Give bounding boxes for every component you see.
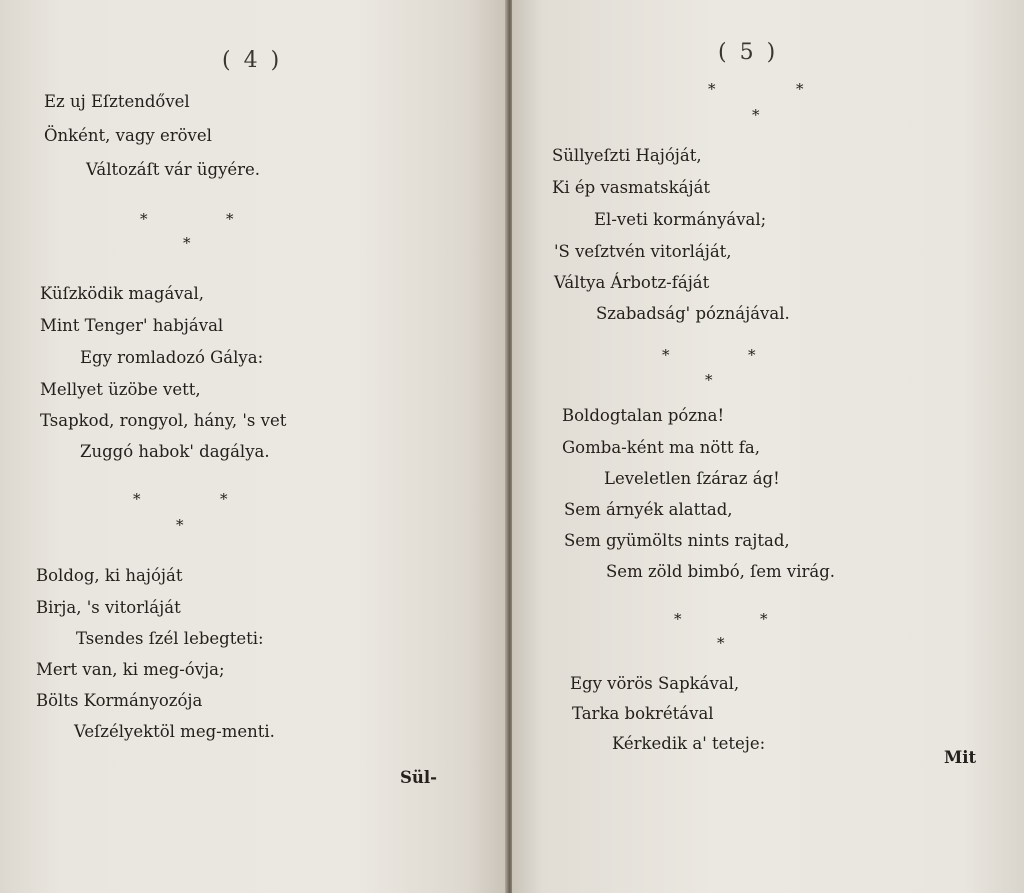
ornament-star: * [752, 106, 760, 124]
ornament-star: * [133, 490, 141, 508]
verse-line: Bölts Kormányozója [36, 691, 203, 710]
catchword: Sül- [400, 768, 438, 787]
verse-line: Önként, vagy erövel [44, 126, 212, 145]
ornament-star: * [717, 634, 725, 652]
verse-line: Veſzélyektöl meg-menti. [74, 722, 275, 741]
verse-line: Változáſt vár ügyére. [86, 160, 261, 179]
catchword: Mit [944, 748, 977, 767]
ornament-star: * [183, 234, 191, 252]
verse-line: Tsendes ſzél lebegteti: [76, 629, 264, 648]
page-number: ( 5 ) [718, 40, 779, 65]
verse-line: Küſzködik magával, [40, 284, 204, 303]
verse-line: Mint Tenger' habjával [40, 316, 224, 335]
verse-line: Leveletlen ſzáraz ág! [604, 469, 780, 488]
verse-line: Sem gyümölts nints rajtad, [564, 531, 790, 550]
verse-line: Gomba-ként ma nött fa, [562, 438, 760, 457]
ornament-star: * [796, 80, 804, 98]
ornament-star: * [220, 490, 228, 508]
verse-line: Sem árnyék alattad, [564, 500, 733, 519]
verse-line: Szabadság' póznájával. [596, 304, 790, 323]
ornament-star: * [662, 346, 670, 364]
verse-line: Boldogtalan pózna! [562, 406, 725, 425]
verse-line: Egy vörös Sapkával, [570, 674, 740, 693]
verse-line: Tsapkod, rongyol, hány, 's vet [40, 411, 287, 430]
verse-line: Mellyet üzöbe vett, [40, 380, 201, 399]
right-page [512, 0, 1024, 893]
verse-line: Mert van, ki meg-óvja; [36, 660, 225, 679]
verse-line: Tarka bokrétával [572, 704, 714, 723]
ornament-star: * [708, 80, 716, 98]
verse-line: El-veti kormányával; [594, 210, 767, 229]
ornament-star: * [226, 210, 234, 228]
ornament-star: * [674, 610, 682, 628]
verse-line: Váltya Árbotz-fáját [554, 273, 710, 292]
verse-line: Egy romladozó Gálya: [80, 348, 264, 367]
verse-line: Sem zöld bimbó, ſem virág. [606, 562, 836, 581]
verse-line: Birja, 's vitorláját [36, 598, 181, 617]
ornament-star: * [705, 371, 713, 389]
verse-line: Kérkedik a' teteje: [612, 734, 766, 753]
page-number: ( 4 ) [222, 48, 283, 73]
ornament-star: * [176, 516, 184, 534]
verse-line: Boldog, ki hajóját [36, 566, 183, 585]
ornament-star: * [748, 346, 756, 364]
left-page [0, 0, 508, 893]
verse-line: Zuggó habok' dagálya. [80, 442, 270, 461]
verse-line: Süllyeſzti Hajóját, [552, 146, 702, 165]
verse-line: Ki ép vasmatskáját [552, 178, 711, 197]
verse-line: Ez uj Eſztendővel [44, 92, 190, 111]
ornament-star: * [760, 610, 768, 628]
ornament-star: * [140, 210, 148, 228]
verse-line: 'S veſztvén vitorláját, [554, 242, 732, 261]
